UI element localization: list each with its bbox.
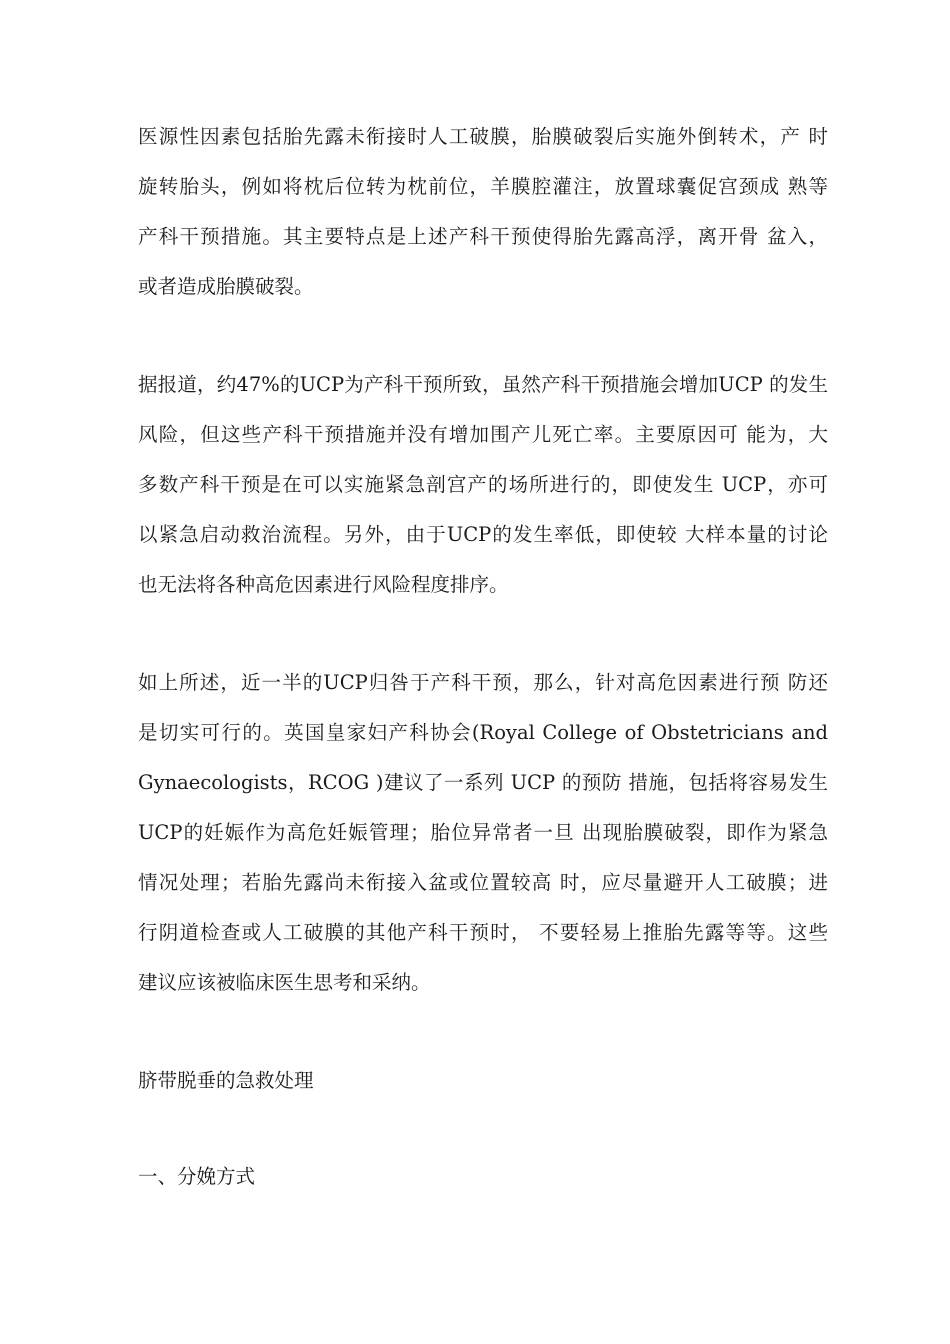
paragraph-line: UCP的妊娠作为高危妊娠管理；胎位异常者一旦 出现胎膜破裂，即作为紧急 <box>138 821 828 844</box>
paragraph-line: 风险，但这些产科干预措施并没有增加围产儿死亡率。主要原因可 能为，大 <box>138 423 828 446</box>
paragraph-reported-rate <box>138 360 828 610</box>
paragraph-prevention <box>138 658 828 1008</box>
paragraph-spacer <box>138 312 828 360</box>
subsection-title: 一、分娩方式 <box>138 1165 256 1188</box>
paragraph-line: 多数产科干预是在可以实施紧急剖宫产的场所进行的，即使发生 UCP，亦可 <box>138 473 828 496</box>
section-title: 脐带脱垂的急救处理 <box>138 1069 314 1092</box>
paragraph-line: 情况处理；若胎先露尚未衔接入盆或位置较高 时，应尽量避开人工破膜；进 <box>138 871 828 894</box>
paragraph-spacer <box>138 610 828 658</box>
paragraph-iatrogenic-factors <box>138 112 828 312</box>
paragraph-line: 是切实可行的。英国皇家妇产科协会(Royal College of Obstetricians and <box>138 721 828 744</box>
paragraph-line: Gynaecologists，RCOG )建议了一系列 UCP 的预防 措施，包括将容易发生 <box>138 771 828 794</box>
paragraph-line: 旋转胎头，例如将枕后位转为枕前位，羊膜腔灌注，放置球囊促宫颈成 熟等 <box>138 175 828 198</box>
paragraph-line: 建议应该被临床医生思考和采纳。 <box>138 971 431 994</box>
paragraph-line: 或者造成胎膜破裂。 <box>138 275 314 298</box>
paragraph-spacer <box>138 1008 828 1056</box>
paragraph-line: 行阴道检查或人工破膜的其他产科干预时， 不要轻易上推胎先露等等。这些 <box>138 921 828 944</box>
paragraph-line: 也无法将各种高危因素进行风险程度排序。 <box>138 573 509 596</box>
document-body <box>138 112 828 1202</box>
paragraph-line: 产科干预措施。其主要特点是上述产科干预使得胎先露高浮，离开骨 盆入， <box>138 225 828 248</box>
paragraph-line: 如上所述，近一半的UCP归咎于产科干预，那么，针对高危因素进行预 防还 <box>138 671 828 694</box>
paragraph-line: 据报道，约47%的UCP为产科干预所致，虽然产科干预措施会增加UCP 的发生 <box>138 373 828 396</box>
paragraph-line: 医源性因素包括胎先露未衔接时人工破膜，胎膜破裂后实施外倒转术，产 时 <box>138 125 828 148</box>
paragraph-line: 以紧急启动救治流程。另外，由于UCP的发生率低，即使较 大样本量的讨论 <box>138 523 828 546</box>
heading-spacer <box>138 1106 828 1152</box>
